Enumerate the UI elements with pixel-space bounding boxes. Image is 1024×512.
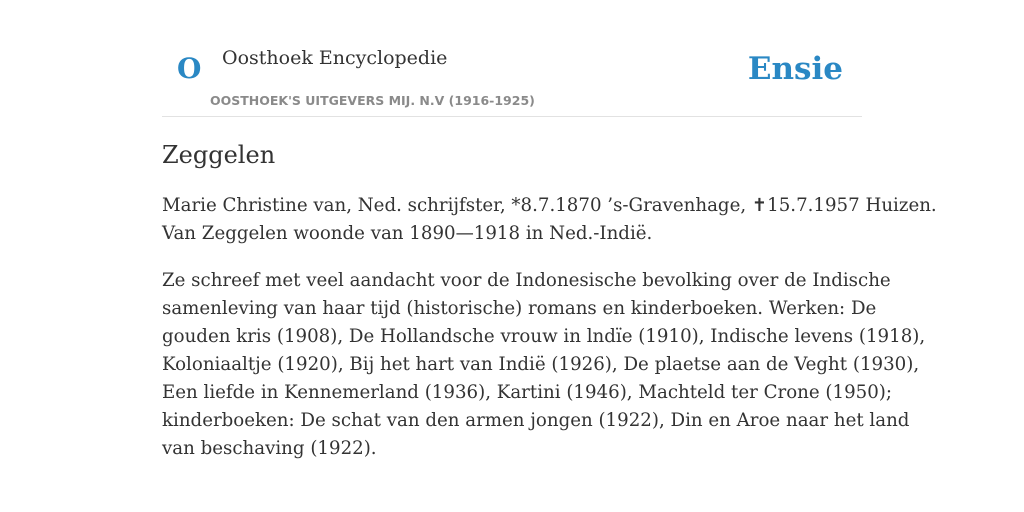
publisher-subtitle: OOSTHOEK'S UITGEVERS MIJ. N.V (1916-1925) xyxy=(210,93,535,108)
page-container xyxy=(162,0,937,459)
article-title: Zeggelen xyxy=(162,141,276,169)
site-logo[interactable]: O xyxy=(177,52,202,85)
article-paragraph-1 xyxy=(162,192,937,248)
article-paragraph-2 xyxy=(162,267,926,463)
paragraph-line: Een liefde in Kennemerland (1936), Kartini (1946), Machteld ter Crone (1950); xyxy=(162,382,893,403)
paragraph-line: kinderboeken: De schat van den armen jongen (1922), Din en Aroe naar het land xyxy=(162,410,910,431)
paragraph-line: Marie Christine van, Ned. schrijfster, *8.7.1870 ’s-Gravenhage, ✝15.7.1957 Huizen. xyxy=(162,195,937,216)
paragraph-line: samenleving van haar tijd (historische) romans en kinderboeken. Werken: De xyxy=(162,298,877,319)
site-header xyxy=(162,0,862,117)
paragraph-line: Koloniaaltje (1920), Bij het hart van Indië (1926), De plaetse aan de Veght (1930), xyxy=(162,354,920,375)
paragraph-line: van beschaving (1922). xyxy=(162,438,377,459)
paragraph-line: Ze schreef met veel aandacht voor de Indonesische bevolking over de Indische xyxy=(162,270,891,291)
site-title[interactable]: Oosthoek Encyclopedie xyxy=(222,47,448,69)
ensie-brand-link[interactable]: Ensie xyxy=(747,51,843,87)
paragraph-line: Van Zeggelen woonde van 1890—1918 in Ned.-Indië. xyxy=(162,223,653,244)
paragraph-line: gouden kris (1908), De Hollandsche vrouw in lndïe (1910), Indische levens (1918), xyxy=(162,326,926,347)
